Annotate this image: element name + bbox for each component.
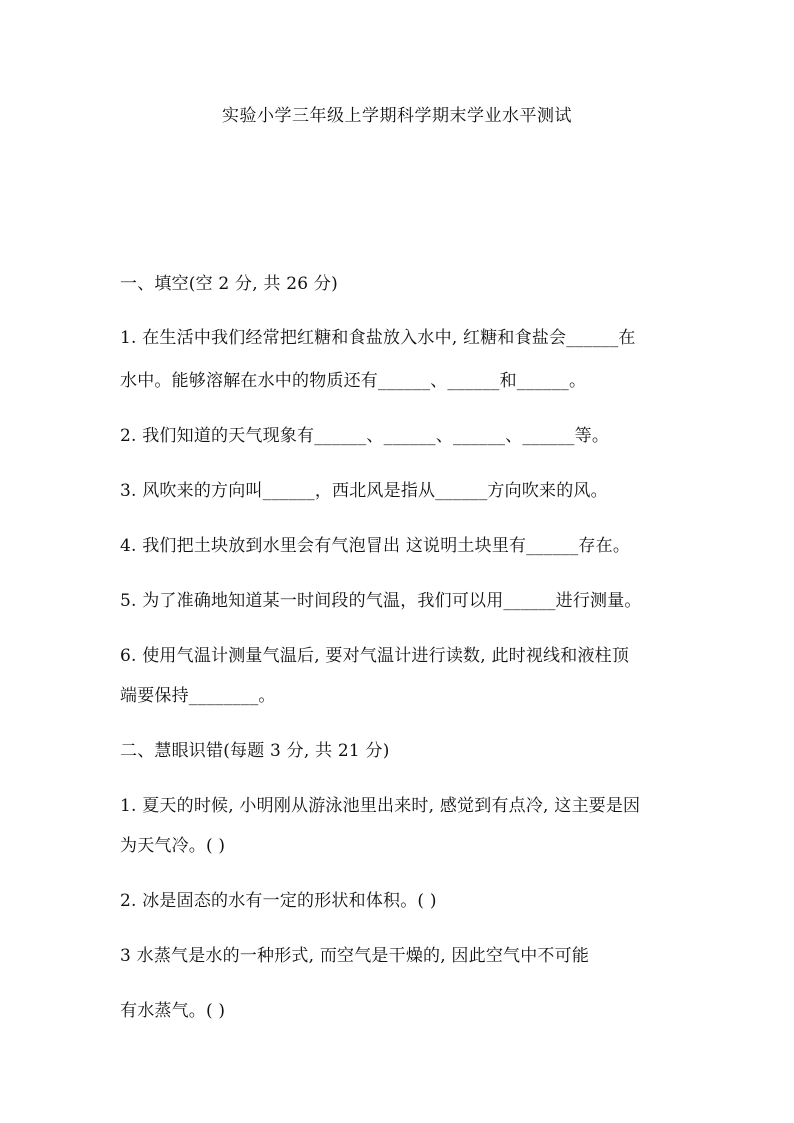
section-1-heading: 一、填空(空 2 分, 共 26 分) <box>120 274 338 294</box>
question-6-line-2: 端要保持________。 <box>120 686 276 706</box>
question-6-line-1: 6. 使用气温计测量气温后, 要对气温计进行读数, 此时视线和液柱顶 <box>120 646 630 666</box>
question-1-line-1: 1. 在生活中我们经常把红糖和食盐放入水中, 红糖和食盐会______在 <box>120 328 636 348</box>
judge-3-line-2: 有水蒸气。( ) <box>120 1001 226 1021</box>
section-2-heading: 二、慧眼识错(每题 3 分, 共 21 分) <box>120 741 390 761</box>
question-1-line-2: 水中。能够溶解在水中的物质还有______、______和______。 <box>120 371 587 391</box>
question-4: 4. 我们把土块放到水里会有气泡冒出 这说明土块里有______存在。 <box>120 536 631 556</box>
judge-1-line-2: 为天气冷。( ) <box>120 836 226 856</box>
judge-1-line-1: 1. 夏天的时候, 小明刚从游泳池里出来时, 感觉到有点冷, 这主要是因 <box>120 796 641 816</box>
judge-2: 2. 冰是固态的水有一定的形状和体积。( ) <box>120 891 437 911</box>
question-2: 2. 我们知道的天气现象有______、______、______、______等。 <box>120 426 610 446</box>
exam-title: 实验小学三年级上学期科学期末学业水平测试 <box>222 106 572 126</box>
question-5: 5. 为了准确地知道某一时间段的气温，我们可以用______进行测量。 <box>120 591 642 611</box>
judge-3-line-1: 3 水蒸气是水的一种形式, 而空气是干燥的, 因此空气中不可能 <box>120 946 590 966</box>
question-3: 3. 风吹来的方向叫______，西北风是指从______方向吹来的风。 <box>120 481 608 501</box>
